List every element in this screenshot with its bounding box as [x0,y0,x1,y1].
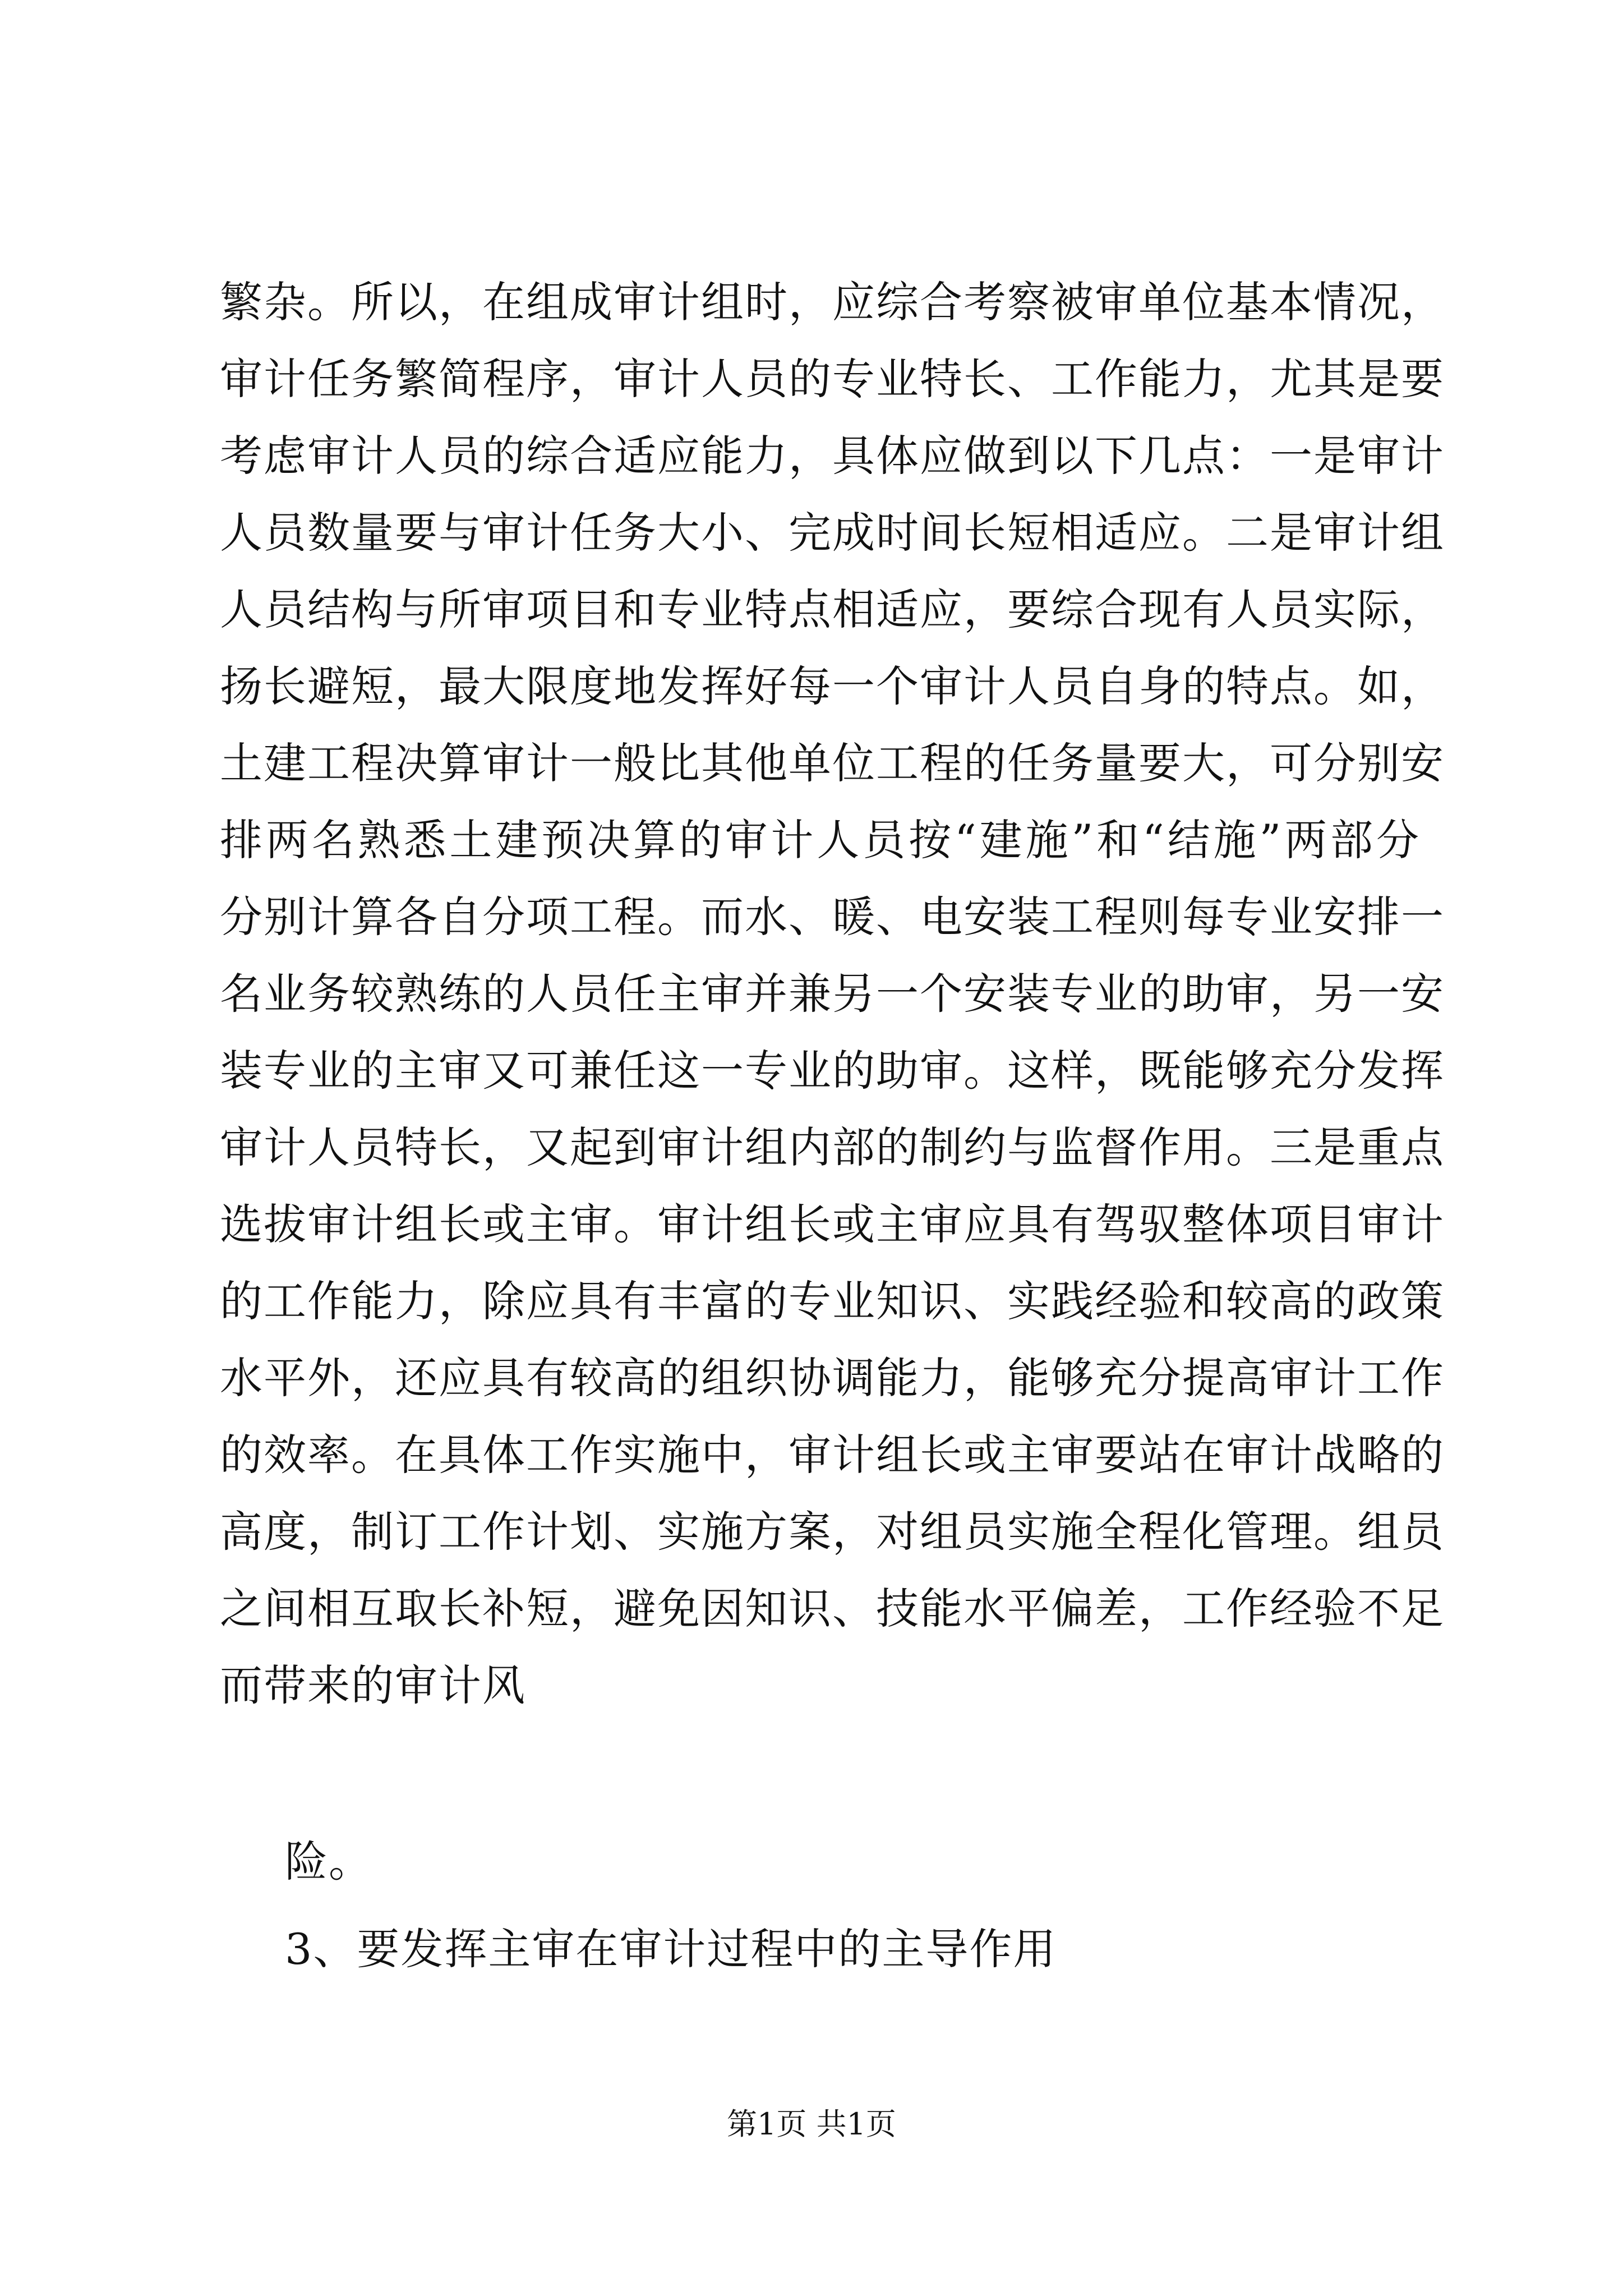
paragraph-line: 扬长避短，最大限度地发挥好每一个审计人员自身的特点。如， [220,661,1445,711]
paragraph-line: 水平外，还应具有较高的组织协调能力，能够充分提高审计工作 [220,1353,1445,1403]
paragraph-line: 审计任务繁简程序，审计人员的专业特长、工作能力，尤其是要 [220,354,1445,404]
paragraph-line: 选拔审计组长或主审。审计组长或主审应具有驾驭整体项目审计 [220,1199,1445,1249]
paragraph-line: 之间相互取长补短，避免因知识、技能水平偏差，工作经验不足 [220,1584,1445,1634]
page-footer: 第1页 共1页 [727,2106,896,2142]
paragraph-line: 土建工程决算审计一般比其他单位工程的任务量要大，可分别安 [220,738,1445,788]
paragraph-line: 名业务较熟练的人员任主审并兼另一个安装专业的助审，另一安 [220,969,1445,1019]
paragraph-line: 的效率。在具体工作实施中，审计组长或主审要站在审计战略的 [220,1430,1445,1480]
paragraph-line: 而带来的审计风 [220,1660,526,1710]
paragraph-line: 人员数量要与审计任务大小、完成时间长短相适应。二是审计组 [220,508,1445,558]
paragraph-line: 审计人员特长，又起到审计组内部的制约与监督作用。三是重点 [220,1122,1445,1172]
paragraph-line: 繁杂。所以，在组成审计组时，应综合考察被审单位基本情况， [220,277,1445,327]
paragraph-line: 的工作能力，除应具有丰富的专业知识、实践经验和较高的政策 [220,1276,1445,1326]
paragraph-line: 排两名熟悉土建预决算的审计人员按“建施”和“结施”两部分 [220,815,1420,865]
body-paragraph [220,264,1445,1724]
paragraph-line: 考虑审计人员的综合适应能力，具体应做到以下几点：一是审计 [220,431,1445,481]
continuation-line: 险。 [285,1837,372,1887]
section-heading: 3、要发挥主审在审计过程中的主导作用 [285,1924,1057,1974]
paragraph-line: 装专业的主审又可兼任这一专业的助审。这样，既能够充分发挥 [220,1046,1445,1096]
paragraph-line: 高度，制订工作计划、实施方案，对组员实施全程化管理。组员 [220,1507,1445,1557]
paragraph-line: 人员结构与所审项目和专业特点相适应，要综合现有人员实际， [220,585,1445,634]
paragraph-line: 分别计算各自分项工程。而水、暖、电安装工程则每专业安排一 [220,892,1445,942]
